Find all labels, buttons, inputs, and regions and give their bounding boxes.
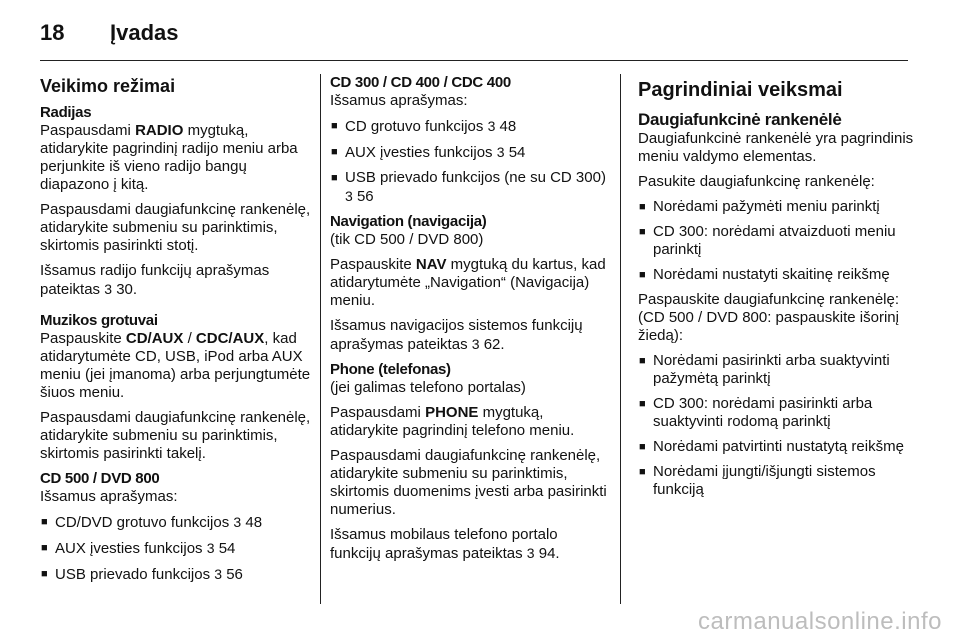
list-item: ■ CD 300: norėdami atvaizduoti meniu parinktį [639,223,896,258]
subsection-navigation: Navigation (navigacija) [330,213,487,230]
chapter-title: Įvadas [110,20,179,45]
radio-key-label: RADIO [135,122,184,139]
list-item: ■ USB prievado funkcijos 3 56 [41,566,243,583]
nav-key-label: NAV [415,256,447,273]
cd-aux-key-label: CD/AUX [125,330,184,347]
page-ref-icon: 3 [206,540,215,556]
page-ref-icon: 3 [214,566,223,582]
list-press [638,352,918,499]
paragraph: (tik CD 500 / DVD 800) [330,231,484,248]
paragraph: Išsamus mobilaus telefono portalo funkcijų aprašymas pateiktas 3 94. [330,526,560,562]
list-item: ■ CD grotuvo funkcijos 3 48 [331,118,517,135]
list-item: ■ AUX įvesties funkcijos 3 54 [41,540,236,557]
paragraph: Paspausdami PHONE mygtuką, atidarykite pagrindinį telefono meniu. [330,404,575,439]
paragraph: Išsamus radijo funkcijų aprašymas pateiktas 3 30. [40,262,270,298]
page-ref-icon: 3 [104,281,113,297]
section-title-basic-operations: Pagrindiniai veiksmai [638,79,843,101]
cdc-aux-key-label: CDC/AUX [195,330,265,347]
paragraph: Paspausdami RADIO mygtuką, atidarykite pagrindinį radijo meniu arba perjunkite iš vieno radijo bangų diapazono į kitą. [40,122,298,193]
bullet-icon: ■ [639,226,646,238]
column-2 [330,74,610,570]
page-number: 18 [40,20,65,45]
page-ref-icon: 3 [487,118,496,134]
page-ref-icon: 3 [233,514,242,530]
subsection-cd300: CD 300 / CD 400 / CDC 400 [330,74,511,91]
header-divider [40,60,908,61]
subsection-cd500: CD 500 / DVD 800 [40,470,160,487]
phone-key-label: PHONE [425,404,479,421]
paragraph: Paspauskite daugiafunkcinę rankenėlę: (CD 500 / DVD 800: paspauskite išorinį žiedą): [638,291,900,344]
bullet-icon: ■ [41,516,48,528]
page-ref-icon: 3 [526,545,535,561]
bullet-icon: ■ [331,172,338,184]
paragraph: Pasukite daugiafunkcinę rankenėlę: [638,173,875,190]
bullet-icon: ■ [639,398,646,410]
paragraph: Paspausdami daugiafunkcinę rankenėlę, atidarykite submeniu su parinktimis, skirtomis pasirinkti stotį. [40,201,311,254]
subsection-muzikos: Muzikos grotuvai [40,312,158,329]
page-ref-icon: 3 [345,188,353,204]
page-ref-icon: 3 [496,144,505,160]
paragraph: (jei galimas telefono portalas) [330,379,526,396]
paragraph: Išsamus aprašymas: [40,488,178,505]
paragraph: Paspauskite NAV mygtuką du kartus, kad atidarytumėte „Navigation“ (Navigacija) meniu. [330,256,606,309]
paragraph: Išsamus aprašymas: [330,92,468,109]
page-ref-icon: 3 [471,336,480,352]
bullet-icon: ■ [639,355,646,367]
section-title-modes: Veikimo režimai [40,76,176,96]
list-item: ■ USB prievado funkcijos (ne su CD 300) 3 56 [331,169,606,205]
paragraph: Paspausdami daugiafunkcinę rankenėlę, atidarykite submeniu su parinktimis, skirtomis pasirinkti takelį. [40,409,311,462]
list-item: ■ CD 300: norėdami pasirinkti arba suaktyvinti rodomą parinktį [639,395,873,430]
bullet-icon: ■ [639,269,646,281]
watermark: carmanualsonline.info [698,608,942,635]
list-item: ■ Norėdami patvirtinti nustatytą reikšmę [639,438,904,455]
bullet-icon: ■ [639,201,646,213]
list-item: ■ AUX įvesties funkcijos 3 54 [331,144,526,161]
subsection-multifunction-knob: Daugiafunkcinė rankenėlė [638,110,842,129]
bullet-icon: ■ [639,441,646,453]
bullet-icon: ■ [41,568,48,580]
column-1 [40,74,312,591]
list-item: ■ CD/DVD grotuvo funkcijos 3 48 [41,514,263,531]
bullet-icon: ■ [331,120,338,132]
subsection-radijas: Radijas [40,104,92,121]
list-item: ■ Norėdami įjungti/išjungti sistemos funkciją [639,463,876,498]
paragraph: Daugiafunkcinė rankenėlė yra pagrindinis meniu valdymo elementas. [638,130,914,165]
bullet-icon: ■ [331,146,338,158]
list-item: ■ Norėdami pasirinkti arba suaktyvinti pažymėtą parinktį [639,352,890,387]
bullet-icon: ■ [41,542,48,554]
paragraph: Paspauskite CD/AUX / CDC/AUX, kad atidarytumėte CD, USB, iPod arba AUX meniu (jei įmanoma) arba perjungtumėte šiuos meniu. [40,330,311,401]
paragraph: Išsamus navigacijos sistemos funkcijų aprašymas pateiktas 3 62. [330,317,583,353]
column-divider-1 [320,74,321,604]
list-cd500 [40,513,312,584]
list-cd300 [330,117,610,206]
list-item: ■ Norėdami pažymėti meniu parinktį [639,198,880,215]
subsection-phone: Phone (telefonas) [330,361,451,378]
column-3 [638,74,918,506]
bullet-icon: ■ [639,466,646,478]
paragraph: Paspausdami daugiafunkcinę rankenėlę, atidarykite submeniu su parinktimis, skirtomis duomenims įvesti arba pasirinkti numerius. [330,447,607,518]
list-item: ■ Norėdami nustatyti skaitinę reikšmę [639,266,890,283]
column-divider-2 [620,74,621,604]
list-rotate [638,198,918,284]
